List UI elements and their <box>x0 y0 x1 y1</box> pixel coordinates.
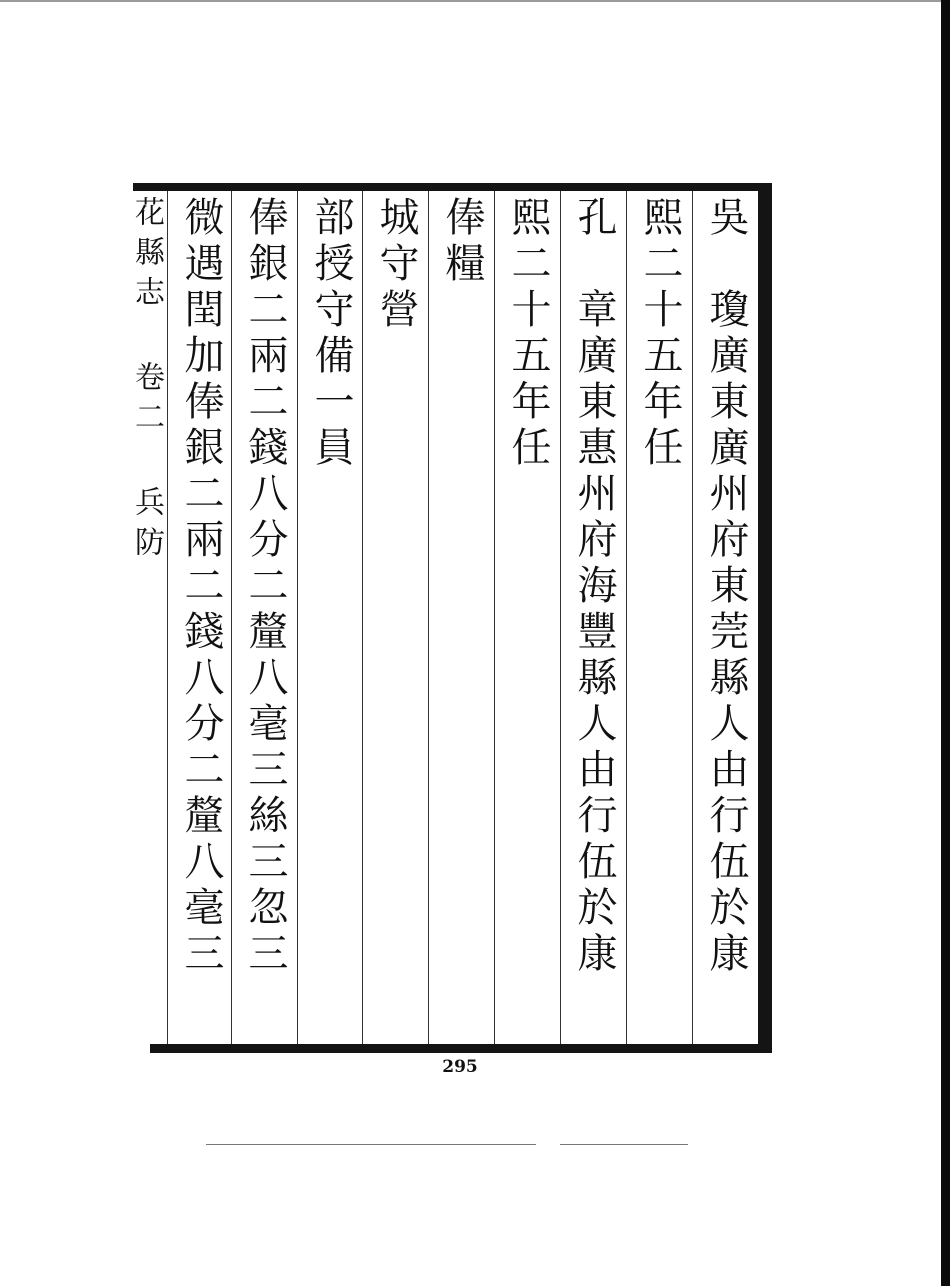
column-rule <box>494 191 495 1044</box>
frame-bottom-border <box>150 1044 769 1053</box>
column-rule <box>560 191 561 1044</box>
text-column-6: 城守營 <box>373 196 419 334</box>
scan-right-edge <box>941 0 950 1286</box>
text-column-8: 俸銀二兩二錢八分二釐八毫三絲三忽三 <box>242 196 288 978</box>
frame-top-border <box>133 183 772 191</box>
text-column-9: 微遇閏加俸銀二兩二錢八分二釐八毫三 <box>178 196 224 978</box>
text-column-5: 俸糧 <box>439 196 485 288</box>
text-column-3: 孔 章廣東惠州府海豐縣人由行伍於康 <box>571 196 617 978</box>
text-column-1: 吳 瓊廣東廣州府東莞縣人由行伍於康 <box>703 196 749 978</box>
column-rule <box>297 191 298 1044</box>
text-column-4: 熙二十五年任 <box>505 196 551 472</box>
frame-right-border <box>758 183 772 1053</box>
column-rule <box>428 191 429 1044</box>
column-rule <box>626 191 627 1044</box>
scan-top-edge <box>0 0 950 2</box>
scan-artifact-line <box>560 1144 688 1145</box>
page-number: 295 <box>442 1057 478 1077</box>
column-rule <box>692 191 693 1044</box>
scan-artifact-line <box>206 1144 536 1145</box>
text-column-7: 部授守備一員 <box>308 196 354 472</box>
margin-title: 花縣志 卷二 兵防 <box>129 196 164 566</box>
text-column-2: 熙二十五年任 <box>637 196 683 472</box>
